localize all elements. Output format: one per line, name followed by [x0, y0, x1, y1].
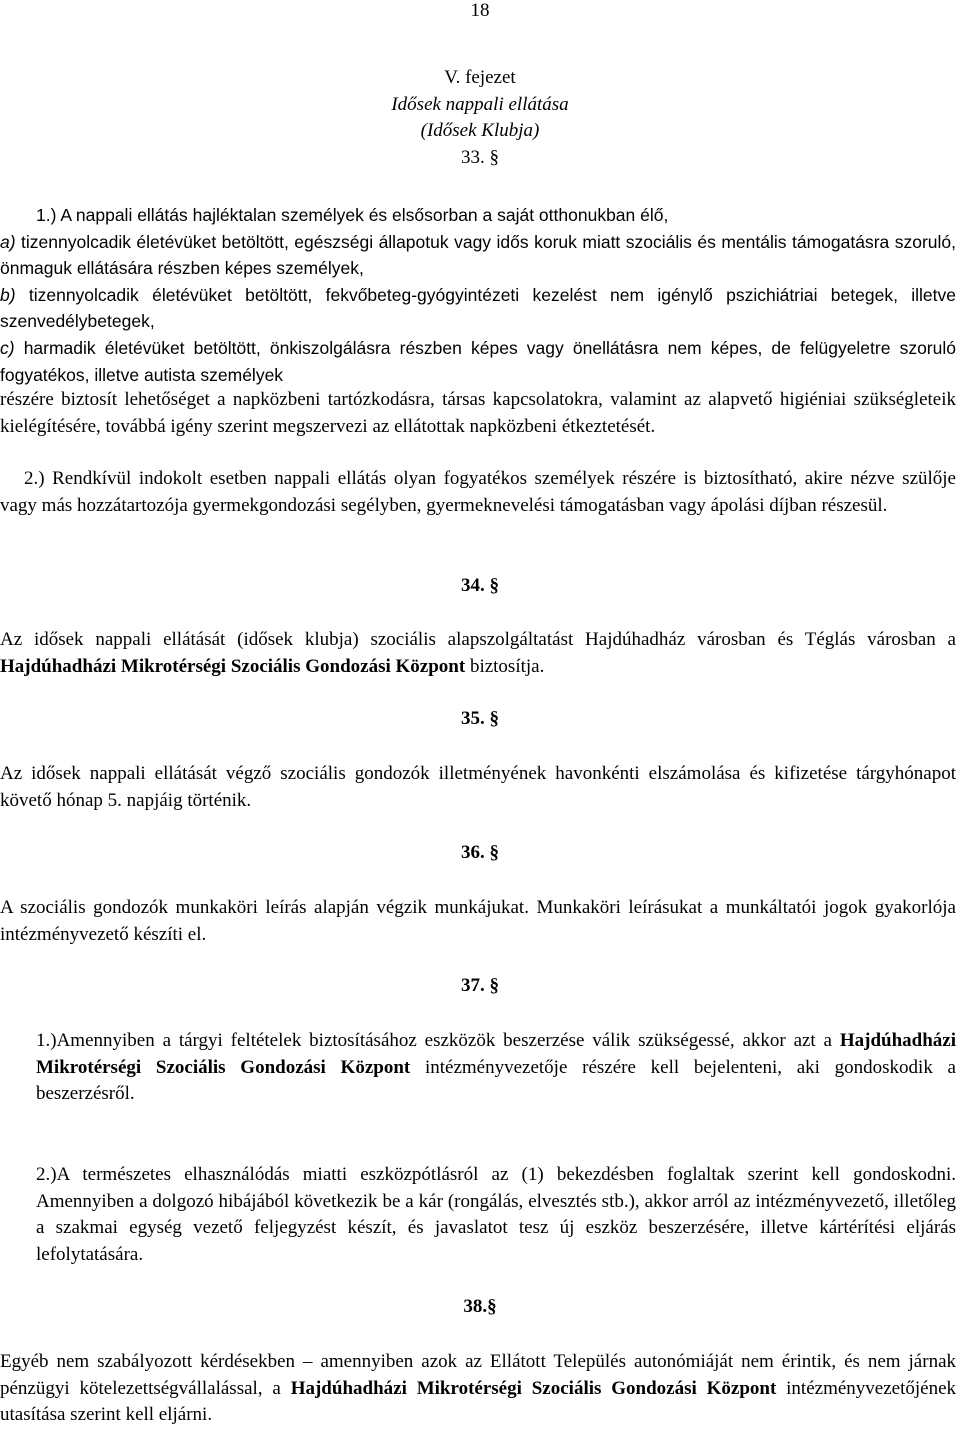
page-number: 18	[470, 0, 490, 21]
section-33-p1-lead: 1.) A nappali ellátás hajléktalan személyek és elsősorban a saját otthonukban élő,	[36, 205, 669, 225]
chapter-label: V. fejezet	[444, 67, 516, 88]
item-a-marker: a)	[0, 231, 16, 252]
section-38-text-after: intézményvezetőjének utasítása szerint kell eljárni.	[0, 1377, 957, 1425]
section-37-p1-before: 1.)Amennyiben a tárgyi feltételek biztosításához eszközök beszerzése válik szükségessé, akkor azt a	[36, 1030, 840, 1051]
section-38-text	[0, 1349, 956, 1429]
section-34-text-before: Az idősek nappali ellátását (idősek klubja) szociális alapszolgáltatást Hajdúhadház városban és Téglás városban a	[0, 629, 956, 650]
chapter-subtitle-text: (Idősek Klubja)	[420, 120, 540, 141]
item-c-marker: c)	[0, 337, 15, 358]
section-35-heading: 35. §	[461, 708, 499, 729]
section-38-org: Hajdúhadházi Mikrotérségi Szociális Gondozási Központ	[290, 1377, 777, 1399]
item-b-marker: b)	[0, 284, 16, 305]
section-38-heading: 38.§	[463, 1296, 497, 1317]
item-a-text: tizennyolcadik életévüket betöltött, egészségi állapotuk vagy idős koruk miatt szociális és mentális támogatásra szoruló, önmaguk ellátására részben képes személyek,	[0, 231, 956, 279]
chapter-subtitle	[0, 120, 960, 142]
section-33-paragraph-2: 2.) Rendkívül indokolt esetben nappali ellátás olyan fogyatékos személyek részére is biztosítható, akire nézve szülője vagy más hozzátartozója gyermekgondozási segélyben, gyermeknevelési támogatásban vagy ápolási díjban részesül.	[0, 468, 956, 516]
section-34-text	[0, 627, 956, 680]
chapter-title	[0, 94, 960, 116]
chapter-title-text: Idősek nappali ellátása	[391, 94, 569, 115]
section-33-heading: 33. §	[461, 147, 499, 168]
section-37-heading: 37. §	[461, 975, 499, 996]
section-37-paragraph-1	[36, 1028, 956, 1108]
item-c-text: harmadik életévüket betöltött, önkiszolgálásra részben képes vagy önellátásra nem képes, de felügyeletre szoruló fogyatékos, illetve autista személyek	[0, 337, 956, 385]
section-38-text-before: Egyéb nem szabályozott kérdésekben – amennyiben azok az Ellátott Település autonómiáját nem érintik, és nem járnak pénzügyi kötelezettségvállalással, a	[0, 1351, 956, 1399]
section-36-heading: 36. §	[461, 842, 499, 863]
section-34-heading: 34. §	[461, 575, 499, 596]
section-37-org: Hajdúhadházi Mikrotérségi Szociális Gondozási Központ	[36, 1030, 956, 1078]
section-37-p1-after: intézményvezetője részére kell bejelenteni, aki gondoskodik a beszerzésről.	[36, 1056, 956, 1104]
section-34-text-after: biztosítja.	[465, 655, 545, 677]
section-35-text: Az idősek nappali ellátását végző szociális gondozók illetményének havonkénti elszámolása és kifizetése tárgyhónapot követő hónap 5. napjáig történik.	[0, 763, 956, 811]
section-33-paragraph-1-tail: részére biztosít lehetőséget a napközbeni tartózkodásra, társas kapcsolatokra, valamint az alapvető higiéniai szükségleteik kielégítésére, továbbá igény szerint megszervezi az ellátottak napközbeni étkeztetését.	[0, 389, 956, 437]
section-33-paragraph-1	[0, 202, 956, 388]
section-37-paragraph-2: 2.)A természetes elhasználódás miatti eszközpótlásról az (1) bekezdésben foglaltak szerint kell gondoskodni. Amennyiben a dolgozó hibájából következik be a kár (rongálás, elvesztés stb.), akkor arról az intézményvezető, illetőleg a szakmai egység vezető feljegyzést készít, és javaslatot tesz új eszköz beszerzésére, illetve kártérítési eljárás lefolytatására.	[36, 1164, 956, 1265]
section-34-org: Hajdúhadházi Mikrotérségi Szociális Gondozási Központ	[0, 655, 466, 677]
item-b-text: tizennyolcadik életévüket betöltött, fekvőbeteg-gyógyintézeti kezelést nem igénylő pszichiátriai betegek, illetve szenvedélybetegek,	[0, 284, 956, 332]
section-36-text: A szociális gondozók munkaköri leírás alapján végzik munkájukat. Munkaköri leírásukat a munkáltatói jogok gyakorlója intézményvezető készíti el.	[0, 897, 956, 945]
